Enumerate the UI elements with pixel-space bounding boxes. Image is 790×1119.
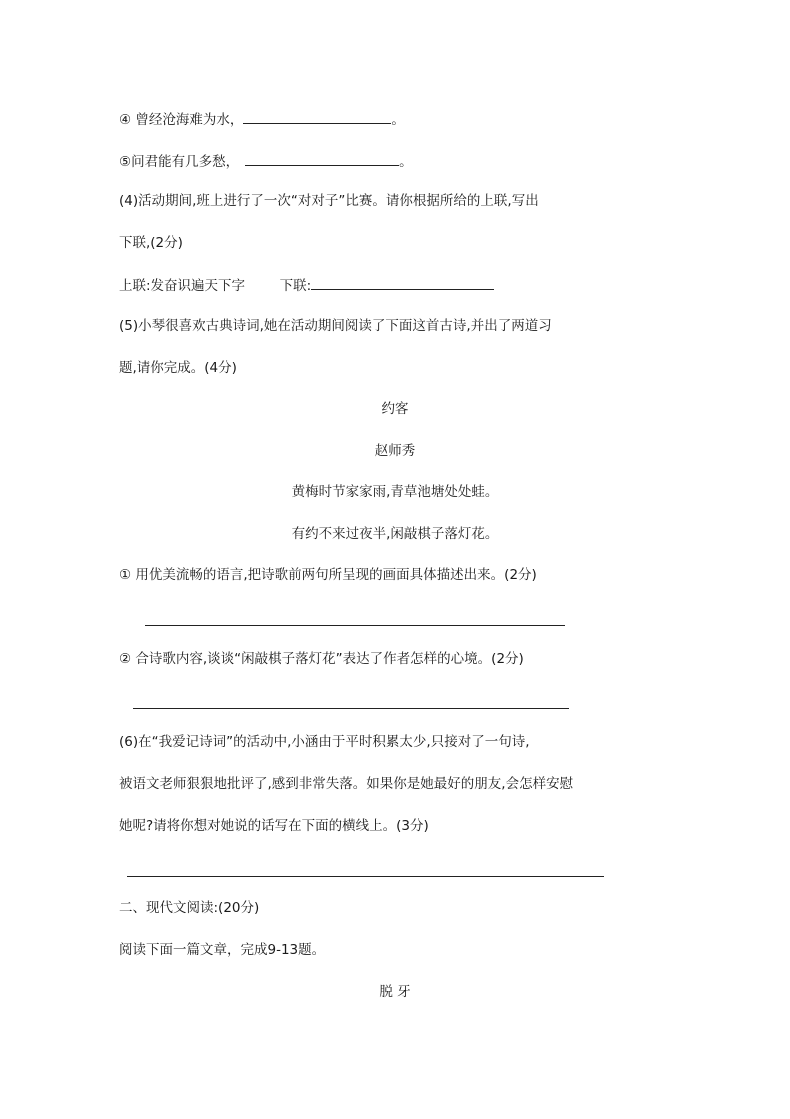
- answer-line-sub-1[interactable]: [145, 625, 565, 626]
- question-item-5: [119, 151, 413, 171]
- answer-blank-4[interactable]: [243, 109, 391, 124]
- couplet-row: [119, 275, 494, 295]
- poem-author: 赵师秀: [374, 443, 416, 459]
- question-5-line1: (5)小琴很喜欢古典诗词,她在活动期间阅读了下面这首古诗,并出了两道习: [119, 318, 552, 334]
- article-title: 脱 牙: [379, 984, 411, 1000]
- question-5-sub-2: ② 合诗歌内容,谈谈“闲敲棋子落灯花”表达了作者怎样的心境。(2分): [119, 651, 524, 667]
- couplet-upper: 上联:发奋识遍天下字: [119, 278, 246, 294]
- answer-line-q6[interactable]: [127, 876, 604, 877]
- question-4-line1: (4)活动期间,班上进行了一次“对对子”比赛。请你根据所给的上联,写出: [119, 193, 539, 209]
- question-item-4-end: 。: [391, 112, 405, 128]
- question-6-line3: 她呢?请将你想对她说的话写在下面的横线上。(3分): [119, 818, 429, 834]
- section-instruction: 阅读下面一篇文章，完成9-13题。: [119, 942, 326, 958]
- couplet-lower-blank[interactable]: [311, 275, 494, 290]
- question-4-line2: 下联,(2分): [119, 235, 183, 251]
- answer-line-sub-2[interactable]: [133, 708, 569, 709]
- answer-blank-5[interactable]: [245, 151, 399, 166]
- poem-line-2: 有约不来过夜半,闲敲棋子落灯花。: [291, 526, 499, 542]
- couplet-lower-label: 下联:: [279, 278, 312, 294]
- question-item-4-text: ④ 曾经沧海难为水，: [119, 112, 244, 128]
- question-5-line2: 题,请你完成。(4分): [119, 360, 237, 376]
- question-5-sub-1: ① 用优美流畅的语言,把诗歌前两句所呈现的画面具体描述出来。(2分): [119, 567, 537, 583]
- question-item-5-text: ⑤问君能有几多愁，: [119, 154, 240, 170]
- question-6-line2: 被语文老师狠狠地批评了,感到非常失落。如果你是她最好的朋友,会怎样安慰: [119, 776, 574, 792]
- poem-title: 约客: [381, 401, 409, 417]
- section-heading: 二、现代文阅读:(20分): [119, 900, 260, 916]
- question-6-line1: (6)在“我爱记诗词”的活动中,小涵由于平时积累太少,只接对了一句诗,: [119, 734, 530, 750]
- poem-line-1: 黄梅时节家家雨,青草池塘处处蛙。: [291, 484, 499, 500]
- question-item-5-end: 。: [399, 154, 413, 170]
- question-item-4: [119, 109, 405, 129]
